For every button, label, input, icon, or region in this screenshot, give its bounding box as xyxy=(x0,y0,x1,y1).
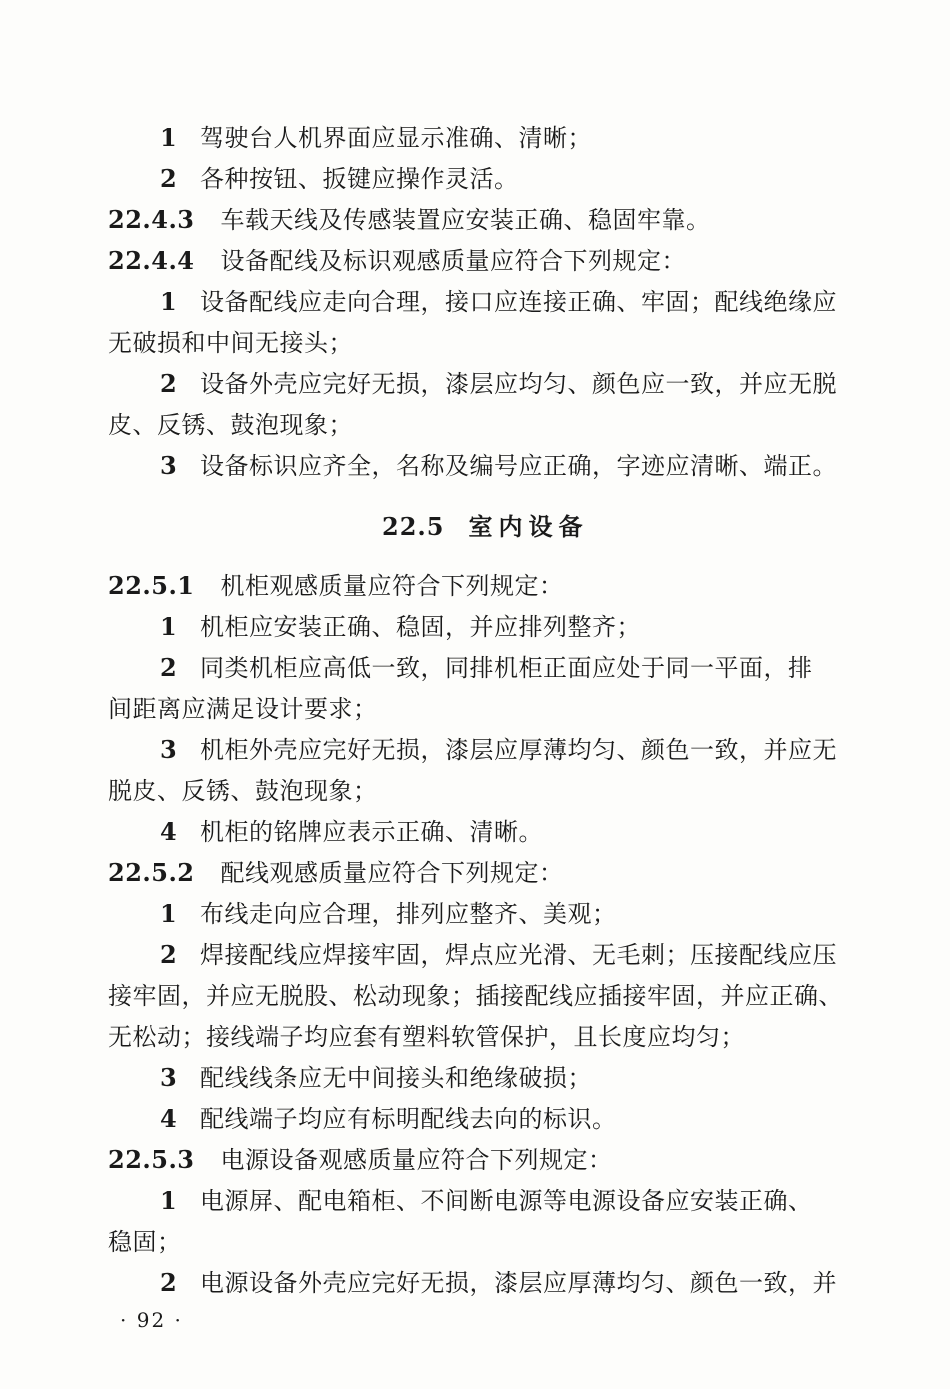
item-text: 机柜外壳应完好无损，漆层应厚薄均匀、颜色一致，并应无 xyxy=(200,736,837,764)
item-number: 2 xyxy=(160,1268,178,1297)
list-item xyxy=(160,1185,813,1217)
section-number: 22.5 xyxy=(382,512,445,541)
item-number: 2 xyxy=(160,164,178,193)
list-item-continuation xyxy=(108,693,378,725)
list-item xyxy=(160,450,837,482)
item-number: 1 xyxy=(160,899,178,928)
clause-22-4-4 xyxy=(108,245,686,277)
item-number: 3 xyxy=(160,735,178,764)
list-item xyxy=(160,611,641,643)
list-item-continuation xyxy=(108,775,378,807)
list-item xyxy=(160,122,592,154)
clause-number: 22.4.4 xyxy=(108,246,195,275)
item-number: 1 xyxy=(160,123,178,152)
item-text: 配线端子均应有标明配线去向的标识。 xyxy=(200,1105,617,1133)
item-number: 1 xyxy=(160,1186,178,1215)
clause-22-4-3 xyxy=(108,204,711,236)
list-item xyxy=(160,368,837,400)
item-text: 无松动；接线端子均应套有塑料软管保护，且长度应均匀； xyxy=(108,1023,745,1051)
item-text: 脱皮、反锈、鼓泡现象； xyxy=(108,777,378,805)
list-item xyxy=(160,163,519,195)
list-item-continuation xyxy=(108,980,843,1012)
list-item xyxy=(160,816,543,848)
item-number: 1 xyxy=(160,287,178,316)
item-text: 各种按钮、扳键应操作灵活。 xyxy=(200,165,519,193)
item-text: 配线线条应无中间接头和绝缘破损； xyxy=(200,1064,592,1092)
item-number: 4 xyxy=(160,1104,178,1133)
clause-22-5-1 xyxy=(108,570,564,602)
item-number: 1 xyxy=(160,612,178,641)
item-text: 设备外壳应完好无损，漆层应均匀、颜色应一致，并应无脱 xyxy=(200,370,837,398)
clause-text: 机柜观感质量应符合下列规定： xyxy=(220,572,564,600)
item-text: 设备标识应齐全，名称及编号应正确，字迹应清晰、端正。 xyxy=(200,452,837,480)
item-text: 焊接配线应焊接牢固，焊点应光滑、无毛刺；压接配线应压 xyxy=(200,941,837,969)
item-number: 2 xyxy=(160,369,178,398)
item-text: 布线走向应合理，排列应整齐、美观； xyxy=(200,900,617,928)
item-text: 机柜应安装正确、稳固，并应排列整齐； xyxy=(200,613,641,641)
clause-number: 22.5.3 xyxy=(108,1145,195,1174)
list-item-continuation xyxy=(108,1021,745,1053)
section-title-text: 室内设备 xyxy=(468,512,589,541)
list-item-continuation xyxy=(108,327,353,359)
list-item xyxy=(160,286,837,318)
clause-number: 22.4.3 xyxy=(108,205,195,234)
item-number: 2 xyxy=(160,940,178,969)
clause-22-5-3 xyxy=(108,1144,613,1176)
item-text: 无破损和中间无接头； xyxy=(108,329,353,357)
item-number: 4 xyxy=(160,817,178,846)
list-item xyxy=(160,734,837,766)
item-text: 电源屏、配电箱柜、不间断电源等电源设备应安装正确、 xyxy=(200,1187,813,1215)
item-text: 接牢固，并应无脱股、松动现象；插接配线应插接牢固，并应正确、 xyxy=(108,982,843,1010)
item-text: 同类机柜应高低一致，同排机柜正面应处于同一平面，排 xyxy=(200,654,813,682)
item-text: 间距离应满足设计要求； xyxy=(108,695,378,723)
clause-22-5-2 xyxy=(108,857,564,889)
item-text: 电源设备外壳应完好无损，漆层应厚薄均匀、颜色一致，并 xyxy=(200,1269,837,1297)
item-text: 设备配线应走向合理，接口应连接正确、牢固；配线绝缘应 xyxy=(200,288,837,316)
list-item xyxy=(160,1062,592,1094)
clause-text: 车载天线及传感装置应安装正确、稳固牢靠。 xyxy=(220,206,711,234)
list-item xyxy=(160,1103,617,1135)
item-text: 稳固； xyxy=(108,1228,182,1256)
clause-text: 电源设备观感质量应符合下列规定： xyxy=(220,1146,613,1174)
item-number: 3 xyxy=(160,1063,178,1092)
item-text: 机柜的铭牌应表示正确、清晰。 xyxy=(200,818,543,846)
list-item-continuation xyxy=(108,1226,182,1258)
list-item xyxy=(160,1267,837,1299)
page-number: · 92 · xyxy=(120,1308,183,1332)
list-item xyxy=(160,939,837,971)
clause-number: 22.5.2 xyxy=(108,858,195,887)
list-item-continuation xyxy=(108,409,353,441)
clause-text: 设备配线及标识观感质量应符合下列规定： xyxy=(220,247,687,275)
list-item xyxy=(160,652,813,684)
list-item xyxy=(160,898,617,930)
item-number: 2 xyxy=(160,653,178,682)
item-number: 3 xyxy=(160,451,178,480)
clause-number: 22.5.1 xyxy=(108,571,195,600)
section-heading xyxy=(382,511,588,543)
clause-text: 配线观感质量应符合下列规定： xyxy=(220,859,564,887)
item-text: 皮、反锈、鼓泡现象； xyxy=(108,411,353,439)
item-text: 驾驶台人机界面应显示准确、清晰； xyxy=(200,124,592,152)
